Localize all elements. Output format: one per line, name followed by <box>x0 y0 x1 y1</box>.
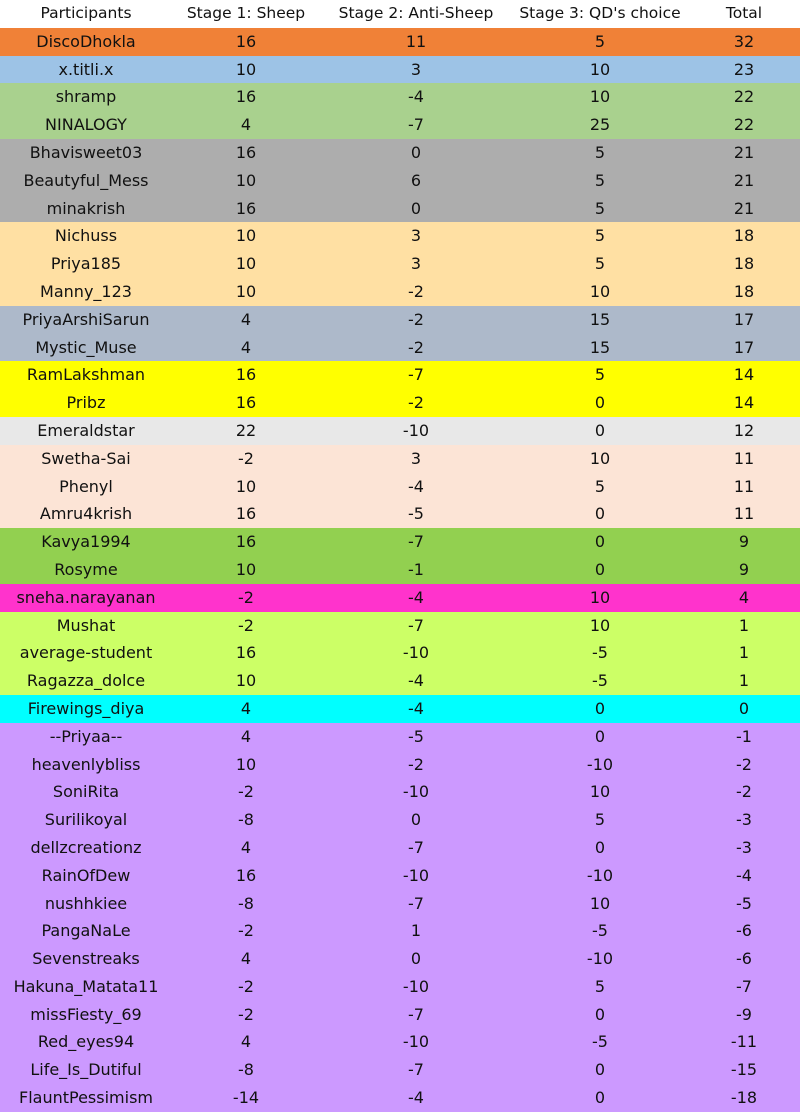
stage-3-cell: 0 <box>594 698 606 718</box>
participant-cell: DiscoDhokla <box>36 31 136 51</box>
total-cell: -5 <box>736 893 752 913</box>
stage-1-cell: 4 <box>240 1032 252 1052</box>
total-cell: 21 <box>733 142 755 162</box>
stage-2-cell: 0 <box>410 949 422 969</box>
participant-cell: Surilikoyal <box>44 810 128 830</box>
participant-cell: Pribz <box>66 393 106 413</box>
stage-2-cell: -4 <box>408 587 424 607</box>
stage-1-cell: 16 <box>235 198 257 218</box>
stage-1-cell: -14 <box>232 1088 260 1108</box>
participant-cell: RamLakshman <box>26 365 146 385</box>
participant-cell: average-student <box>19 643 153 663</box>
stage-1-cell: 4 <box>240 698 252 718</box>
stage-1-cell: -2 <box>238 921 254 941</box>
total-cell: 11 <box>733 504 755 524</box>
stage-1-cell: 4 <box>240 949 252 969</box>
stage-3-cell: 10 <box>589 893 611 913</box>
participant-cell: Manny_123 <box>40 281 132 301</box>
stage-3-cell: -5 <box>592 643 608 663</box>
participant-cell: shramp <box>55 87 117 107</box>
participant-cell: Sevenstreaks <box>32 949 140 969</box>
participant-cell: Kavya1994 <box>41 532 131 552</box>
stage-1-cell: -8 <box>238 810 254 830</box>
stage-2-cell: -2 <box>408 393 424 413</box>
stage-3-cell: 25 <box>589 115 611 135</box>
stage-2-cell: -4 <box>408 671 424 691</box>
participant-cell: minakrish <box>46 198 126 218</box>
table-row <box>0 278 800 306</box>
participant-cell: nushhkiee <box>44 893 128 913</box>
stage-3-cell: -5 <box>592 671 608 691</box>
table-row <box>0 167 800 195</box>
stage-2-cell: -7 <box>408 615 424 635</box>
stage-2-cell: -10 <box>402 865 430 885</box>
stage-3-cell: 10 <box>589 281 611 301</box>
total-cell: 17 <box>733 309 755 329</box>
table-row <box>0 1056 800 1084</box>
stage-2-cell: -7 <box>408 532 424 552</box>
participant-cell: --Priyaa-- <box>49 726 123 746</box>
table-row <box>0 723 800 751</box>
stage-3-cell: -10 <box>586 754 614 774</box>
header-stage-2: Stage 2: Anti-Sheep <box>338 4 494 22</box>
total-cell: 9 <box>738 559 750 579</box>
table-row <box>0 306 800 334</box>
stage-1-cell: 10 <box>235 226 257 246</box>
total-cell: 0 <box>738 698 750 718</box>
stage-1-cell: 4 <box>240 337 252 357</box>
stage-1-cell: 10 <box>235 754 257 774</box>
table-row <box>0 83 800 111</box>
total-cell: -7 <box>736 976 752 996</box>
total-cell: -3 <box>736 837 752 857</box>
table-row <box>0 1028 800 1056</box>
total-cell: -6 <box>736 949 752 969</box>
stage-2-cell: -5 <box>408 504 424 524</box>
participant-cell: Beautyful_Mess <box>23 170 149 190</box>
stage-1-cell: 10 <box>235 59 257 79</box>
stage-1-cell: 4 <box>240 837 252 857</box>
stage-3-cell: 10 <box>589 87 611 107</box>
participant-cell: PangaNaLe <box>41 921 131 941</box>
stage-3-cell: 0 <box>594 1088 606 1108</box>
stage-3-cell: -5 <box>592 921 608 941</box>
stage-1-cell: 16 <box>235 532 257 552</box>
total-cell: 1 <box>738 615 750 635</box>
stage-1-cell: 22 <box>235 420 257 440</box>
table-row <box>0 139 800 167</box>
stage-1-cell: -2 <box>238 782 254 802</box>
stage-1-cell: 10 <box>235 254 257 274</box>
total-cell: -2 <box>736 782 752 802</box>
stage-3-cell: 10 <box>589 587 611 607</box>
stage-2-cell: -7 <box>408 1060 424 1080</box>
table-row <box>0 250 800 278</box>
participant-cell: NINALOGY <box>45 115 127 135</box>
participant-cell: Emeraldstar <box>37 420 135 440</box>
table-row <box>0 945 800 973</box>
header-stage-1: Stage 1: Sheep <box>186 4 306 22</box>
stage-1-cell: 16 <box>235 393 257 413</box>
table-row <box>0 612 800 640</box>
total-cell: 9 <box>738 532 750 552</box>
table-row <box>0 417 800 445</box>
stage-2-cell: -4 <box>408 698 424 718</box>
table-row <box>0 473 800 501</box>
table-row <box>0 834 800 862</box>
stage-1-cell: 16 <box>235 142 257 162</box>
header-participants: Participants <box>40 4 132 22</box>
participant-cell: Phenyl <box>59 476 113 496</box>
table-row <box>0 862 800 890</box>
participant-cell: sneha.narayanan <box>16 587 156 607</box>
header-row <box>0 0 800 28</box>
stage-2-cell: -2 <box>408 337 424 357</box>
stage-2-cell: -7 <box>408 365 424 385</box>
participant-cell: Rosyme <box>54 559 118 579</box>
participant-cell: Hakuna_Matata11 <box>13 976 159 996</box>
total-cell: -2 <box>736 754 752 774</box>
stage-3-cell: 5 <box>594 226 606 246</box>
table-row <box>0 751 800 779</box>
total-cell: 18 <box>733 254 755 274</box>
table-row <box>0 695 800 723</box>
stage-3-cell: 0 <box>594 504 606 524</box>
stage-1-cell: 4 <box>240 726 252 746</box>
stage-1-cell: -8 <box>238 1060 254 1080</box>
table-row <box>0 445 800 473</box>
table-row <box>0 500 800 528</box>
stage-1-cell: 16 <box>235 31 257 51</box>
stage-3-cell: 0 <box>594 726 606 746</box>
stage-1-cell: -2 <box>238 976 254 996</box>
participant-cell: Mystic_Muse <box>35 337 137 357</box>
stage-1-cell: 4 <box>240 115 252 135</box>
stage-2-cell: -7 <box>408 893 424 913</box>
stage-1-cell: 16 <box>235 87 257 107</box>
total-cell: 14 <box>733 393 755 413</box>
stage-3-cell: 10 <box>589 615 611 635</box>
stage-2-cell: -10 <box>402 1032 430 1052</box>
stage-3-cell: 0 <box>594 393 606 413</box>
table-row <box>0 361 800 389</box>
stage-2-cell: 3 <box>410 59 422 79</box>
total-cell: 11 <box>733 448 755 468</box>
stage-2-cell: 6 <box>410 170 422 190</box>
total-cell: 1 <box>738 643 750 663</box>
stage-2-cell: 11 <box>405 31 427 51</box>
participant-cell: Ragazza_dolce <box>26 671 146 691</box>
stage-2-cell: 3 <box>410 226 422 246</box>
stage-3-cell: -10 <box>586 865 614 885</box>
total-cell: 23 <box>733 59 755 79</box>
participant-cell: heavenlybliss <box>31 754 141 774</box>
stage-2-cell: -4 <box>408 1088 424 1108</box>
table-row <box>0 778 800 806</box>
stage-1-cell: -2 <box>238 448 254 468</box>
stage-3-cell: 5 <box>594 31 606 51</box>
stage-1-cell: 10 <box>235 170 257 190</box>
stage-2-cell: -10 <box>402 643 430 663</box>
total-cell: 14 <box>733 365 755 385</box>
stage-1-cell: 16 <box>235 643 257 663</box>
total-cell: 17 <box>733 337 755 357</box>
table-row <box>0 28 800 56</box>
participant-cell: Red_eyes94 <box>37 1032 135 1052</box>
stage-2-cell: -7 <box>408 115 424 135</box>
total-cell: 32 <box>733 31 755 51</box>
stage-2-cell: 1 <box>410 921 422 941</box>
stage-3-cell: 5 <box>594 976 606 996</box>
table-row <box>0 195 800 223</box>
stage-3-cell: 10 <box>589 782 611 802</box>
stage-3-cell: 0 <box>594 559 606 579</box>
table-row <box>0 56 800 84</box>
stage-3-cell: 5 <box>594 142 606 162</box>
stage-3-cell: 5 <box>594 365 606 385</box>
participant-cell: missFiesty_69 <box>30 1004 142 1024</box>
stage-1-cell: 10 <box>235 559 257 579</box>
stage-1-cell: 16 <box>235 504 257 524</box>
stage-3-cell: 5 <box>594 254 606 274</box>
table-row <box>0 973 800 1001</box>
stage-2-cell: 3 <box>410 448 422 468</box>
stage-3-cell: 0 <box>594 837 606 857</box>
stage-1-cell: 16 <box>235 365 257 385</box>
table-row <box>0 222 800 250</box>
total-cell: 21 <box>733 170 755 190</box>
total-cell: -1 <box>736 726 752 746</box>
participant-cell: Priya185 <box>50 254 122 274</box>
table-row <box>0 111 800 139</box>
participant-cell: Amru4krish <box>39 504 133 524</box>
total-cell: 1 <box>738 671 750 691</box>
participant-cell: dellzcreationz <box>30 837 142 857</box>
stage-3-cell: -5 <box>592 1032 608 1052</box>
stage-3-cell: 0 <box>594 1004 606 1024</box>
stage-3-cell: 5 <box>594 810 606 830</box>
stage-3-cell: 0 <box>594 532 606 552</box>
total-cell: 18 <box>733 226 755 246</box>
header-stage-3: Stage 3: QD's choice <box>519 4 681 22</box>
participant-cell: Swetha-Sai <box>41 448 131 468</box>
table-row <box>0 334 800 362</box>
participant-cell: Mushat <box>56 615 116 635</box>
total-cell: 22 <box>733 115 755 135</box>
stage-2-cell: -2 <box>408 281 424 301</box>
stage-2-cell: 0 <box>410 810 422 830</box>
total-cell: -18 <box>730 1088 758 1108</box>
stage-3-cell: 10 <box>589 59 611 79</box>
stage-2-cell: -7 <box>408 1004 424 1024</box>
stage-2-cell: -1 <box>408 559 424 579</box>
total-cell: -15 <box>730 1060 758 1080</box>
table-row <box>0 890 800 918</box>
participant-cell: Firewings_diya <box>27 698 145 718</box>
stage-1-cell: 16 <box>235 865 257 885</box>
stage-1-cell: 10 <box>235 476 257 496</box>
stage-2-cell: -2 <box>408 309 424 329</box>
stage-2-cell: 0 <box>410 142 422 162</box>
participant-cell: SoniRita <box>52 782 120 802</box>
table-row <box>0 1084 800 1112</box>
total-cell: 18 <box>733 281 755 301</box>
stage-3-cell: 0 <box>594 1060 606 1080</box>
participant-cell: Life_Is_Dutiful <box>30 1060 142 1080</box>
stage-2-cell: -10 <box>402 420 430 440</box>
stage-3-cell: 5 <box>594 198 606 218</box>
stage-2-cell: -10 <box>402 782 430 802</box>
total-cell: -4 <box>736 865 752 885</box>
table-row <box>0 639 800 667</box>
stage-3-cell: 10 <box>589 448 611 468</box>
table-row <box>0 389 800 417</box>
total-cell: -3 <box>736 810 752 830</box>
stage-2-cell: 3 <box>410 254 422 274</box>
participant-cell: Bhavisweet03 <box>29 142 143 162</box>
stage-3-cell: 15 <box>589 337 611 357</box>
table-row <box>0 1001 800 1029</box>
table-row <box>0 917 800 945</box>
stage-1-cell: 10 <box>235 281 257 301</box>
stage-2-cell: -2 <box>408 754 424 774</box>
participant-cell: Nichuss <box>54 226 118 246</box>
table-row <box>0 667 800 695</box>
total-cell: 12 <box>733 420 755 440</box>
total-cell: 22 <box>733 87 755 107</box>
stage-3-cell: 5 <box>594 170 606 190</box>
stage-1-cell: -2 <box>238 615 254 635</box>
table-row <box>0 556 800 584</box>
header-total: Total <box>725 4 763 22</box>
table-body <box>0 28 800 1112</box>
stage-1-cell: -2 <box>238 1004 254 1024</box>
total-cell: 11 <box>733 476 755 496</box>
stage-3-cell: -10 <box>586 949 614 969</box>
total-cell: -11 <box>730 1032 758 1052</box>
total-cell: 4 <box>738 587 750 607</box>
participant-cell: PriyaArshiSarun <box>22 309 150 329</box>
stage-3-cell: 15 <box>589 309 611 329</box>
total-cell: 21 <box>733 198 755 218</box>
participant-cell: x.titli.x <box>58 59 114 79</box>
stage-3-cell: 0 <box>594 420 606 440</box>
stage-1-cell: -2 <box>238 587 254 607</box>
table-row <box>0 584 800 612</box>
table-row <box>0 806 800 834</box>
stage-3-cell: 5 <box>594 476 606 496</box>
stage-2-cell: -10 <box>402 976 430 996</box>
stage-2-cell: -7 <box>408 837 424 857</box>
table-row <box>0 528 800 556</box>
stage-2-cell: -5 <box>408 726 424 746</box>
participant-cell: RainOfDew <box>41 865 131 885</box>
stage-1-cell: -8 <box>238 893 254 913</box>
stage-2-cell: 0 <box>410 198 422 218</box>
total-cell: -6 <box>736 921 752 941</box>
stage-1-cell: 4 <box>240 309 252 329</box>
stage-1-cell: 10 <box>235 671 257 691</box>
stage-2-cell: -4 <box>408 476 424 496</box>
participant-cell: FlauntPessimism <box>19 1088 153 1108</box>
total-cell: -9 <box>736 1004 752 1024</box>
stage-2-cell: -4 <box>408 87 424 107</box>
